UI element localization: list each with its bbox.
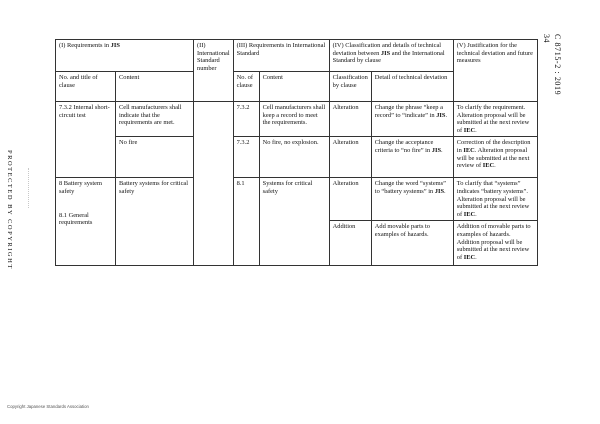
row4-justification: Addition of movable parts to examples of hazards. Addition proposal will be submitted at the next review of IEC.: [453, 221, 537, 266]
side-dotted-mark: [28, 168, 31, 208]
row2-intl-content: No fire, no explosion.: [259, 137, 329, 178]
copyright-footer: Copyright Japanese Standards Association: [7, 404, 89, 409]
row4-detail: Add movable parts to examples of hazards.: [371, 221, 453, 266]
row4-intl-content-empty: [259, 221, 329, 266]
row3-classification: Alteration: [329, 178, 371, 221]
row2-content: No fire: [116, 137, 194, 178]
row3-content: Battery systems for critical safety: [116, 178, 194, 266]
protected-by-copyright-label: PROTECTED BY COPYRIGHT: [6, 150, 13, 270]
row3-justification: To clarify that “systems” indicates “battery systems”. Alteration proposal will be submitted at the next review of IEC.: [453, 178, 537, 221]
table-row: [56, 102, 538, 137]
row2-detail: Change the acceptance criteria to “no fire” in JIS.: [371, 137, 453, 178]
table-header-row: [56, 40, 538, 72]
row2-clause-empty: [56, 137, 116, 178]
subheader-content-intl: Content: [259, 72, 329, 102]
row1-justification: To clarify the requirement. Alteration proposal will be submitted at the next review of IEC.: [453, 102, 537, 137]
subheader-content: Content: [116, 72, 194, 102]
row3-intl-clause: 8.1: [233, 178, 259, 266]
row3-detail: Change the word “systems” to “battery systems” in JIS.: [371, 178, 453, 221]
row2-justification: Correction of the description in IEC. Alteration proposal will be submitted at the next review of IEC.: [453, 137, 537, 178]
table-row: [56, 178, 538, 221]
row2-classification: Alteration: [329, 137, 371, 178]
subheader-detail: Detail of technical deviation: [371, 72, 453, 102]
header-classification-deviation: (IV) Classification and details of technical deviation between JIS and the International Standard by clause: [329, 40, 453, 72]
deviation-table: [55, 39, 538, 266]
header-justification: (V) Justification for the technical deviation and future measures: [453, 40, 537, 102]
subheader-clause-title: No. and title of clause: [56, 72, 116, 102]
row1-intl-clause: 7.3.2: [233, 102, 259, 137]
row4-classification: Addition: [329, 221, 371, 266]
row1-content: Cell manufacturers shall indicate that the requirements are met.: [116, 102, 194, 137]
row1-intl-content: Cell manufacturers shall keep a record to meet the requirements.: [259, 102, 329, 137]
page-number: 34: [542, 34, 551, 43]
table-row: [56, 137, 538, 178]
intl-standard-number-cell: [194, 102, 234, 266]
header-requirements-international: (III) Requirements in International Standard: [233, 40, 329, 72]
row3-intl-content: Systems for critical safety: [259, 178, 329, 221]
row2-intl-clause: 7.3.2: [233, 137, 259, 178]
row1-classification: Alteration: [329, 102, 371, 137]
subheader-classification: Classification by clause: [329, 72, 371, 102]
standard-code: C 8715-2 : 2019: [553, 34, 562, 96]
row3-clause: 8 Battery system safety 8.1 General requirements: [56, 178, 116, 266]
header-requirements-jis: (I) Requirements in JIS: [56, 40, 194, 72]
subheader-clause-number: No. of clause: [233, 72, 259, 102]
header-international-standard-number: (II) International Standard number: [194, 40, 234, 102]
row1-detail: Change the phrase “keep a record” to “indicate” in JIS.: [371, 102, 453, 137]
row1-clause: 7.3.2 Internal short-circuit test: [56, 102, 116, 137]
